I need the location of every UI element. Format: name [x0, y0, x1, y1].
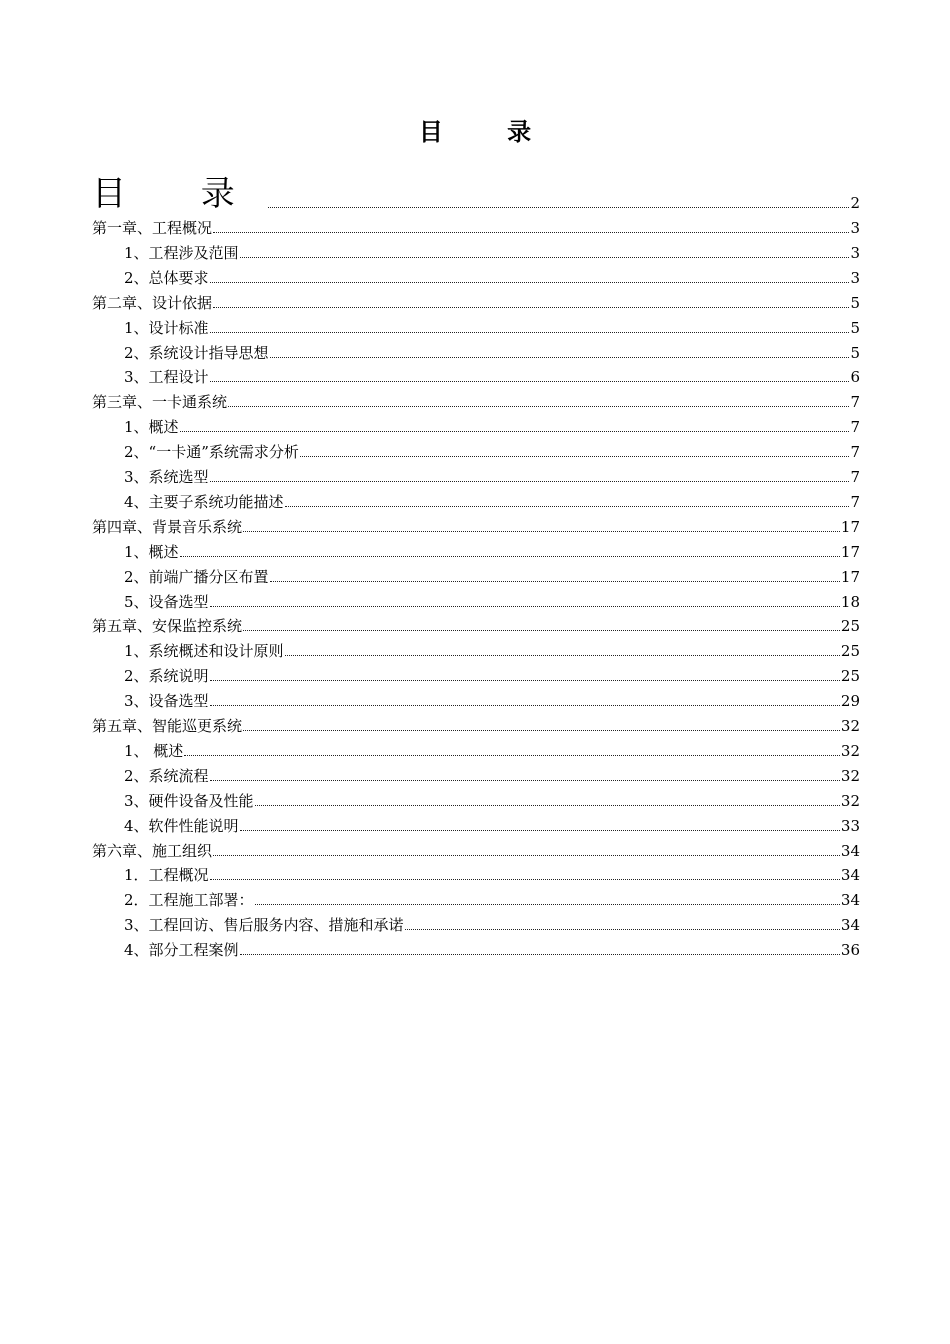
toc-dot-leader	[255, 904, 840, 905]
toc-page-number: 5	[850, 318, 860, 337]
toc-entry-label: 1．工程概况	[124, 866, 209, 885]
page-title: 目 录	[418, 117, 560, 146]
toc-page-number: 17	[840, 517, 860, 536]
toc-page-number: 17	[840, 567, 860, 586]
toc-entry-label: 1、工程涉及范围	[124, 243, 239, 262]
toc-page-number: 5	[850, 293, 860, 312]
toc-section-entry[interactable]	[124, 443, 860, 461]
toc-dot-leader	[210, 879, 840, 880]
toc-section-entry[interactable]	[124, 642, 860, 660]
toc-dot-leader	[213, 307, 849, 308]
toc-page-number: 5	[850, 343, 860, 362]
toc-page-number: 3	[850, 219, 860, 237]
toc-section-entry[interactable]	[124, 891, 860, 909]
toc-entry-label: 2、系统流程	[124, 766, 209, 785]
toc-dot-leader	[270, 357, 850, 358]
toc-page-number: 2	[850, 194, 860, 212]
toc-dot-leader	[300, 456, 850, 457]
toc-entry-label: 2、总体要求	[124, 268, 209, 287]
toc-page-number: 3	[850, 243, 860, 262]
toc-entry-label: 目 录	[92, 174, 267, 214]
toc-entry-label: 3、系统选型	[124, 468, 209, 486]
toc-page-number: 32	[840, 741, 860, 760]
toc-section-entry[interactable]	[124, 692, 860, 710]
toc-page-number: 32	[840, 791, 860, 810]
toc-entry-label: 1、系统概述和设计原则	[124, 642, 284, 661]
toc-section-entry[interactable]	[124, 244, 860, 262]
toc-dot-leader	[180, 556, 840, 557]
toc-page-number: 34	[840, 916, 860, 935]
toc-dot-leader	[240, 257, 850, 258]
toc-dot-leader	[243, 630, 840, 631]
toc-page-number: 34	[840, 866, 860, 885]
toc-section-entry[interactable]	[124, 742, 860, 760]
toc-page-number: 18	[840, 592, 860, 611]
toc-entry-label: 2、系统说明	[124, 667, 209, 686]
toc-entry-label: 2、前端广播分区布置	[124, 567, 269, 586]
toc-dot-leader	[210, 481, 850, 482]
toc-entry-label: 1、概述	[124, 542, 179, 561]
toc-page-number: 25	[840, 667, 860, 686]
toc-dot-leader	[184, 755, 840, 756]
toc-dot-leader	[285, 506, 850, 507]
toc-entry-label: 3、工程回访、售后服务内容、措施和承诺	[124, 916, 404, 935]
toc-dot-leader	[210, 606, 840, 607]
toc-entry-label: 1、 概述	[124, 741, 184, 760]
toc-dot-leader	[210, 332, 850, 333]
toc-chapter-entry[interactable]	[92, 842, 860, 860]
toc-entry-label: 第三章、一卡通系统	[92, 393, 228, 412]
toc-page-number: 34	[840, 841, 860, 860]
toc-section-entry[interactable]	[124, 493, 860, 511]
toc-section-entry[interactable]	[124, 792, 860, 810]
toc-dot-leader	[270, 581, 840, 582]
toc-page-number: 32	[840, 766, 860, 785]
toc-title-entry[interactable]	[92, 176, 860, 212]
toc-section-entry[interactable]	[124, 543, 860, 561]
toc-dot-leader	[210, 282, 850, 283]
toc-section-entry[interactable]	[124, 593, 860, 611]
toc-chapter-entry[interactable]	[92, 219, 860, 237]
toc-entry-label: 2．工程施工部署：	[124, 891, 254, 910]
toc-dot-leader	[405, 929, 840, 930]
toc-page-number: 34	[840, 891, 860, 910]
toc-page-number: 36	[840, 941, 860, 960]
toc-dot-leader	[210, 680, 840, 681]
toc-dot-leader	[255, 805, 840, 806]
toc-section-entry[interactable]	[124, 767, 860, 785]
toc-section-entry[interactable]	[124, 344, 860, 362]
toc-dot-leader	[210, 705, 840, 706]
toc-section-entry[interactable]	[124, 941, 860, 959]
toc-entry-label: 第六章、施工组织	[92, 841, 213, 860]
toc-entry-label: 4、软件性能说明	[124, 816, 239, 835]
toc-section-entry[interactable]	[124, 568, 860, 586]
toc-entry-label: 2、“一卡通”系统需求分析	[124, 443, 299, 462]
toc-entry-label: 第二章、设计依据	[92, 293, 213, 312]
toc-entry-label: 3、工程设计	[124, 368, 209, 387]
toc-page-number: 7	[850, 443, 860, 462]
toc-section-entry[interactable]	[124, 916, 860, 934]
toc-page-number: 29	[840, 692, 860, 711]
toc-dot-leader	[210, 381, 850, 382]
toc-page-number: 25	[840, 617, 860, 636]
toc-entry-label: 1、概述	[124, 418, 179, 437]
toc-page-number: 7	[850, 418, 860, 437]
toc-chapter-entry[interactable]	[92, 518, 860, 536]
toc-entry-label: 1、设计标准	[124, 318, 209, 337]
toc-dot-leader	[210, 780, 840, 781]
toc-dot-leader	[213, 232, 849, 233]
toc-section-entry[interactable]	[124, 368, 860, 386]
toc-chapter-entry[interactable]	[92, 617, 860, 635]
toc-page-number: 3	[850, 268, 860, 287]
toc-chapter-entry[interactable]	[92, 717, 860, 735]
toc-page-number: 7	[850, 468, 860, 486]
toc-entry-label: 4、主要子系统功能描述	[124, 492, 284, 511]
toc-entry-label: 3、设备选型	[124, 692, 209, 711]
toc-dot-leader	[240, 830, 840, 831]
toc-entry-label: 4、部分工程案例	[124, 941, 239, 960]
toc-entry-label: 第五章、安保监控系统	[92, 617, 243, 636]
toc-section-entry[interactable]	[124, 817, 860, 835]
toc-page-number: 33	[840, 816, 860, 835]
toc-section-entry[interactable]	[124, 418, 860, 436]
toc-page-number: 6	[850, 368, 860, 387]
toc-chapter-entry[interactable]	[92, 294, 860, 312]
toc-entry-label: 3、硬件设备及性能	[124, 791, 254, 810]
toc-page-number: 7	[850, 492, 860, 511]
toc-section-entry[interactable]	[124, 319, 860, 337]
toc-chapter-entry[interactable]	[92, 393, 860, 411]
toc-entry-label: 第五章、智能巡更系统	[92, 717, 243, 735]
toc-dot-leader	[180, 431, 850, 432]
toc-section-entry[interactable]	[124, 468, 860, 486]
toc-entry-label: 第一章、工程概况	[92, 219, 213, 237]
toc-dot-leader	[228, 406, 849, 407]
toc-entry-label: 5、设备选型	[124, 592, 209, 611]
toc-dot-leader	[213, 855, 840, 856]
toc-dot-leader	[243, 531, 840, 532]
toc-dot-leader	[243, 730, 840, 731]
toc-page-number: 25	[840, 642, 860, 661]
toc-section-entry[interactable]	[124, 269, 860, 287]
toc-entry-label: 2、系统设计指导思想	[124, 343, 269, 362]
toc-section-entry[interactable]	[124, 866, 860, 884]
toc-page-number: 7	[850, 393, 860, 412]
toc-dot-leader	[268, 207, 850, 208]
toc-section-entry[interactable]	[124, 667, 860, 685]
toc-dot-leader	[285, 655, 840, 656]
toc-dot-leader	[240, 954, 840, 955]
toc-page-number: 32	[840, 717, 860, 735]
toc-entry-label: 第四章、背景音乐系统	[92, 517, 243, 536]
toc-page-number: 17	[840, 542, 860, 561]
